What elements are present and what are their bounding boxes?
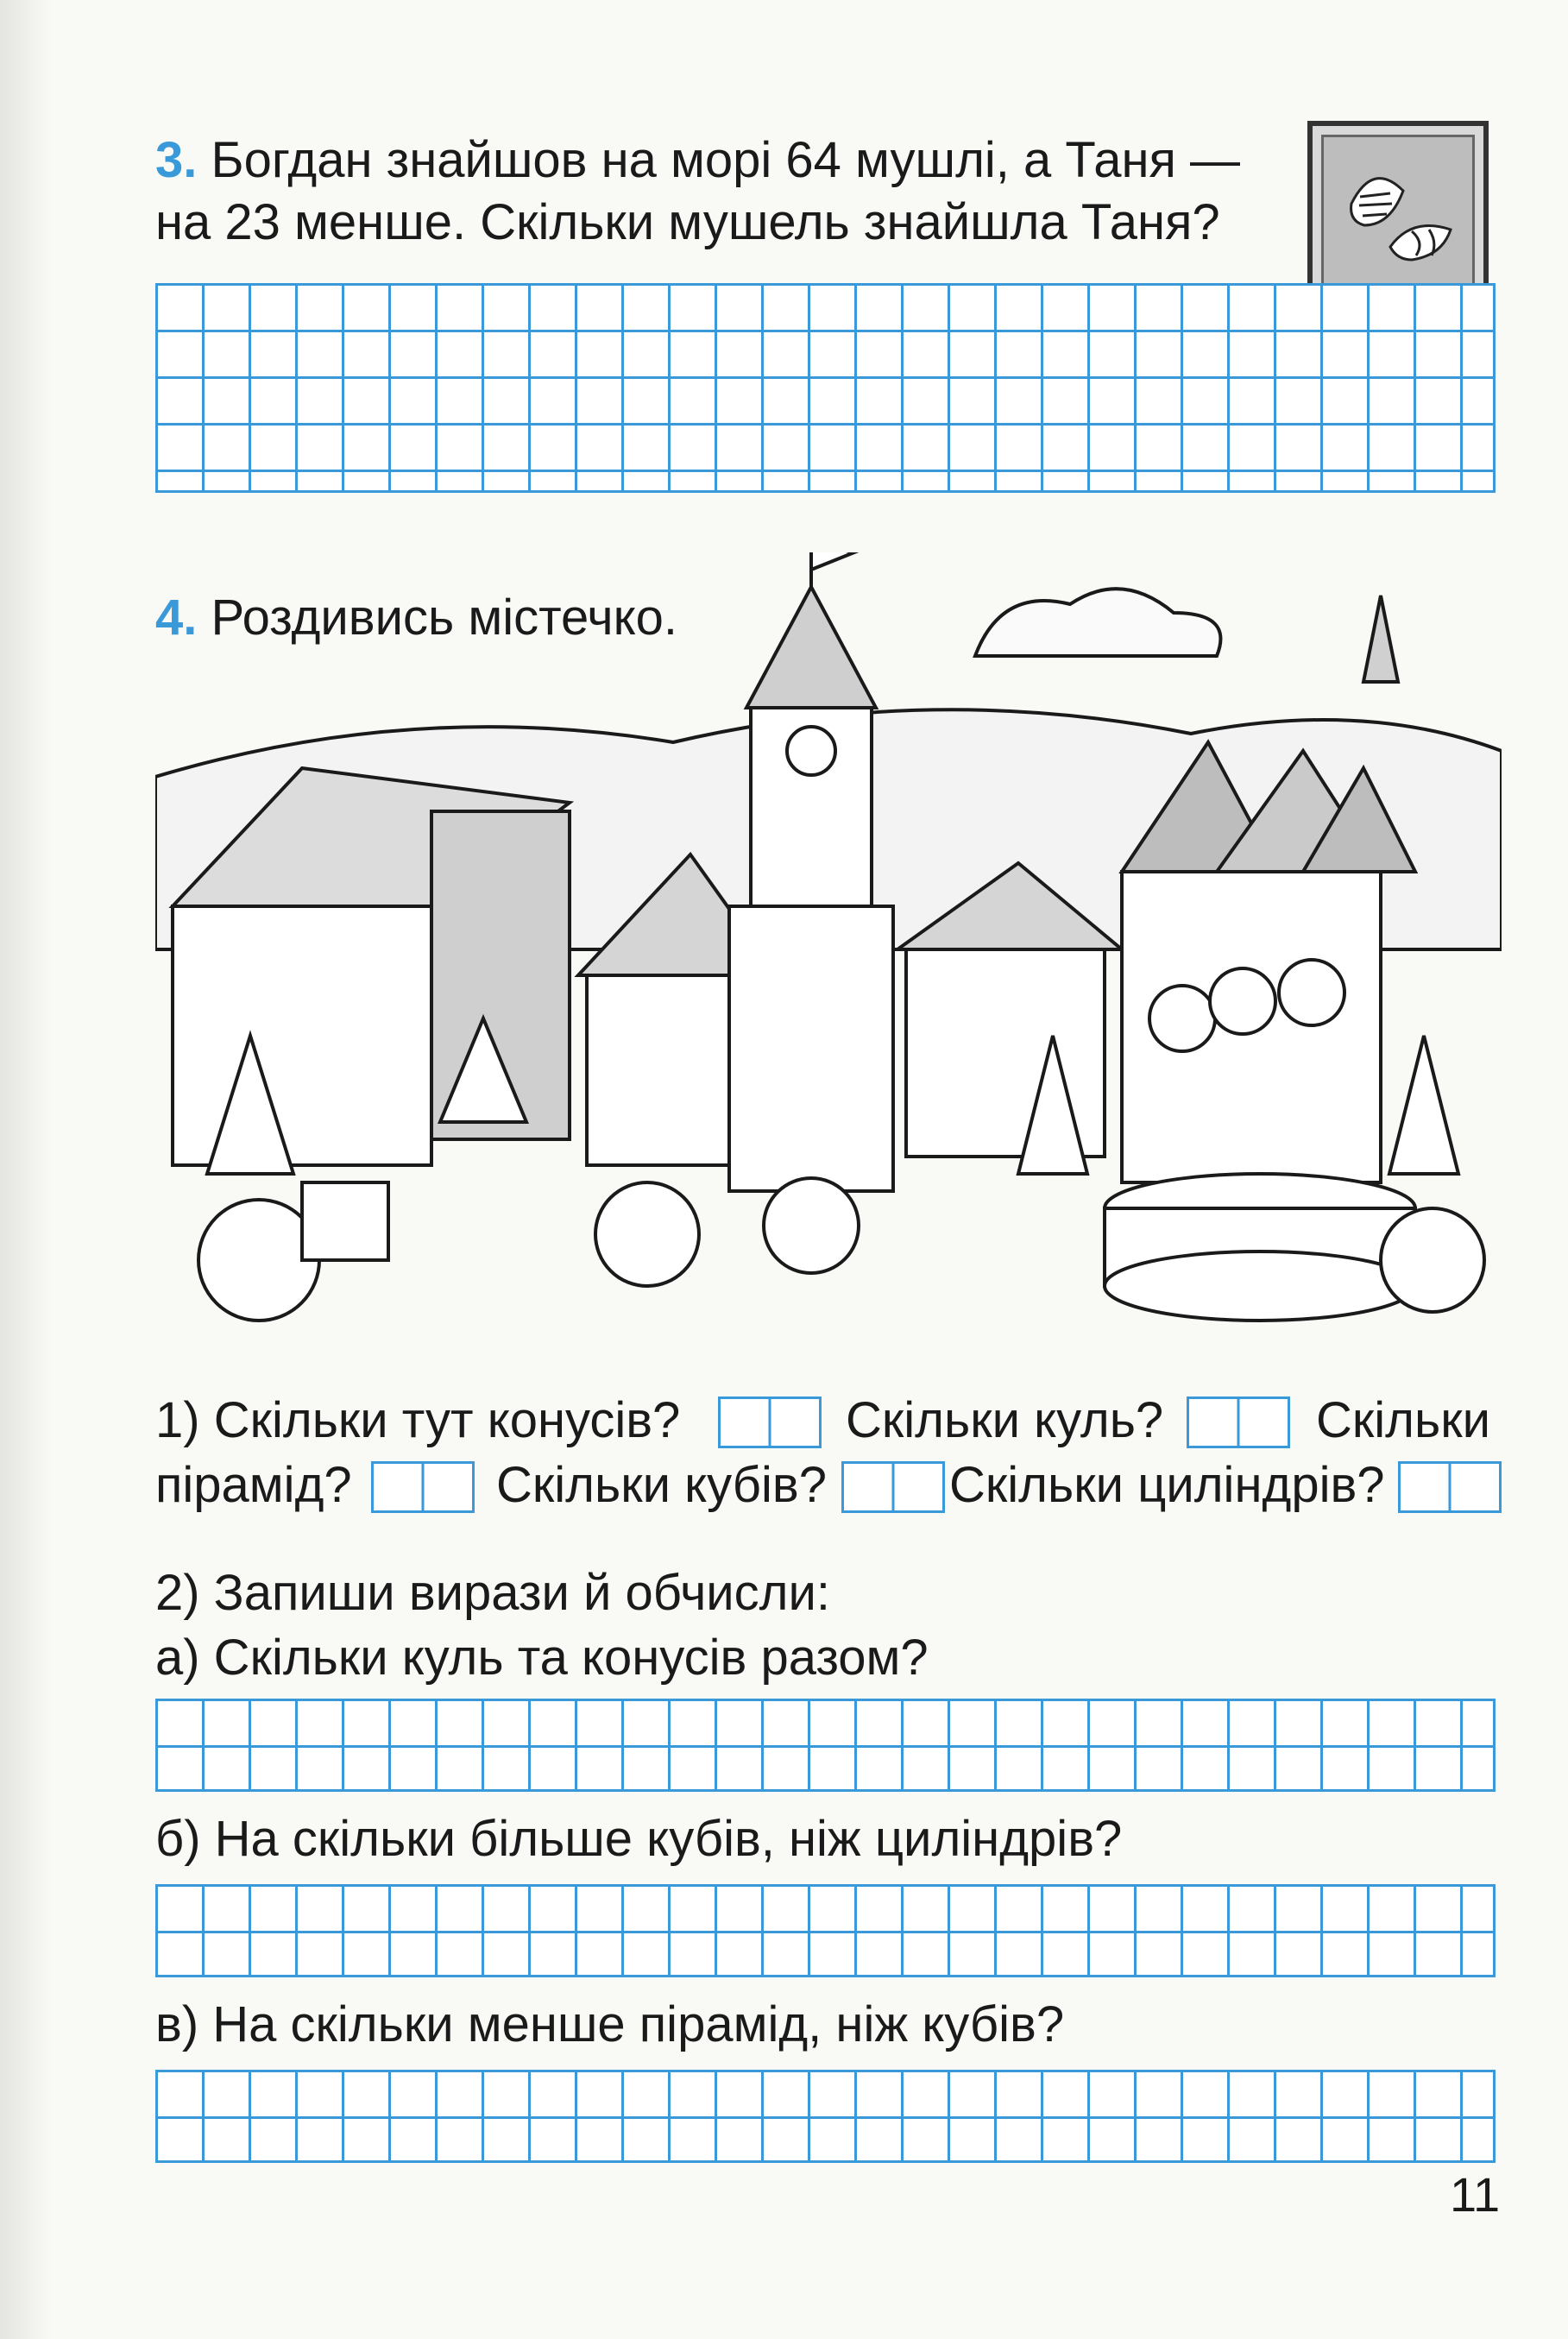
page-edge [0, 0, 52, 2339]
q1-cubes-label: Скільки кубів? [496, 1457, 827, 1513]
page-number: 11 [1450, 2167, 1501, 2222]
q1-pyramids-label-a: Скільки [1316, 1392, 1490, 1448]
task4-title: Роздивись містечко. [211, 589, 677, 646]
q1-prefix: 1) [155, 1392, 200, 1448]
q2-b: б) На скільки більше кубів, ніж циліндрів? [155, 1811, 1123, 1867]
seashells-icon [1307, 121, 1489, 302]
q1-line1-part1 [155, 1390, 680, 1452]
town-illustration [155, 552, 1502, 1355]
task3-answer-grid[interactable] [155, 283, 1496, 493]
q1-cones-label: Скільки тут конусів? [213, 1392, 681, 1448]
pyramids-answer-box[interactable] [371, 1461, 475, 1513]
spheres-answer-box[interactable] [1187, 1396, 1290, 1448]
task3-number: 3. [155, 132, 198, 188]
q2-c: в) На скільки менше пірамід, ніж кубів? [155, 1996, 1065, 2052]
q2-b-answer-grid[interactable] [155, 1884, 1496, 1977]
cones-answer-box[interactable] [718, 1396, 822, 1448]
cylinders-answer-box[interactable] [1398, 1461, 1502, 1513]
cubes-answer-box[interactable] [841, 1461, 945, 1513]
q1-spheres-label: Скільки куль? [846, 1392, 1164, 1448]
q1-pyramids-label-b: пірамід? [155, 1457, 352, 1513]
q2-a: а) Скільки куль та конусів разом? [155, 1630, 929, 1686]
q2-intro: 2) Запиши вирази й обчисли: [155, 1565, 831, 1621]
q2-a-answer-grid[interactable] [155, 1699, 1496, 1792]
task4-number: 4. [155, 589, 198, 646]
task3-line2: на 23 менше. Скільки мушель знайшла Таня? [155, 194, 1220, 250]
task3-text-1: Богдан знайшов на морі 64 мушлі, а Таня — [211, 132, 1241, 188]
q1-cylinders-label: Скільки циліндрів? [949, 1457, 1385, 1513]
q2-c-answer-grid[interactable] [155, 2070, 1496, 2163]
task3-line1 [155, 129, 1240, 192]
